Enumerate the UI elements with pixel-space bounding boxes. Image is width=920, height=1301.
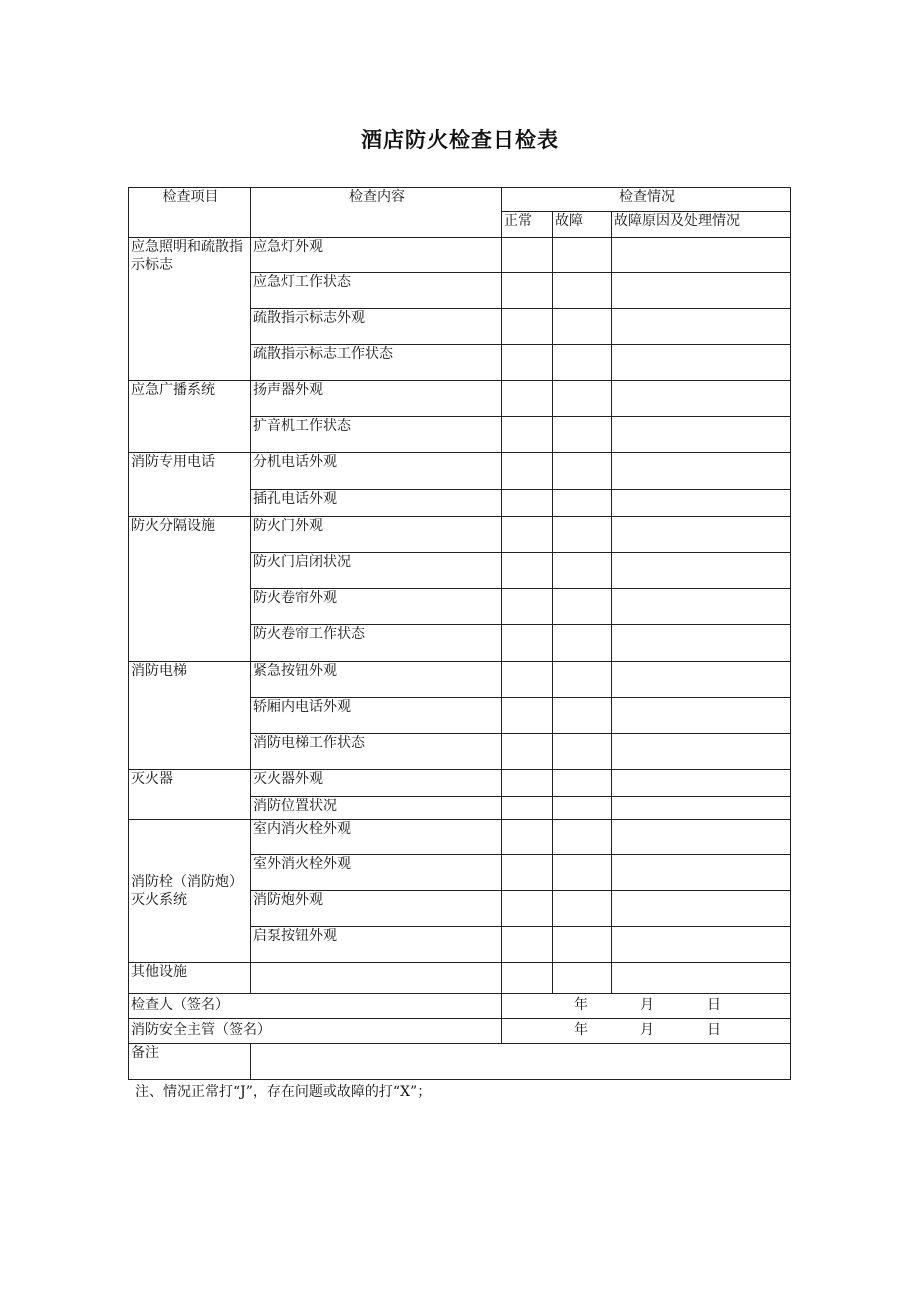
category-cell: 消防专用电话	[129, 453, 251, 517]
reason-cell[interactable]	[612, 770, 791, 797]
normal-cell[interactable]	[502, 453, 553, 490]
check-item-cell	[251, 963, 502, 994]
inspector-date-cell[interactable]	[502, 994, 791, 1019]
inspection-table-body	[129, 188, 791, 1080]
reason-cell[interactable]	[612, 273, 791, 309]
supervisor-signature-label: 消防安全主管（签名）	[129, 1019, 502, 1044]
reason-cell[interactable]	[612, 553, 791, 589]
table-row	[129, 770, 791, 797]
fault-cell[interactable]	[553, 797, 612, 820]
table-row	[129, 963, 791, 994]
page-title: 酒店防火检查日检表	[361, 128, 559, 152]
check-item-cell: 轿厢内电话外观	[251, 698, 502, 734]
fault-cell[interactable]	[553, 963, 612, 994]
normal-cell[interactable]	[502, 417, 553, 453]
reason-cell[interactable]	[612, 453, 791, 490]
inspector-date-day: 日	[707, 997, 721, 1013]
check-item-cell: 防火门启闭状况	[251, 553, 502, 589]
normal-cell[interactable]	[502, 963, 553, 994]
normal-cell[interactable]	[502, 381, 553, 417]
fault-cell[interactable]	[553, 698, 612, 734]
reason-cell[interactable]	[612, 381, 791, 417]
check-item-cell: 紧急按钮外观	[251, 662, 502, 698]
table-row	[129, 517, 791, 553]
check-item-cell: 启泵按钮外观	[251, 927, 502, 963]
reason-cell[interactable]	[612, 625, 791, 662]
normal-cell[interactable]	[502, 797, 553, 820]
remarks-field[interactable]	[251, 1044, 791, 1080]
supervisor-date-cell[interactable]	[502, 1019, 791, 1044]
header-item: 检查项目	[129, 188, 251, 238]
reason-cell[interactable]	[612, 589, 791, 625]
normal-cell[interactable]	[502, 589, 553, 625]
reason-cell[interactable]	[612, 963, 791, 994]
header-row-1	[129, 188, 791, 212]
remarks-label: 备注	[129, 1044, 251, 1080]
reason-cell[interactable]	[612, 490, 791, 517]
normal-cell[interactable]	[502, 273, 553, 309]
category-cell: 应急照明和疏散指示标志	[129, 238, 251, 381]
inspector-signature-label: 检查人（签名）	[129, 994, 502, 1019]
check-item-cell: 灭火器外观	[251, 770, 502, 797]
header-content: 检查内容	[251, 188, 502, 238]
fault-cell[interactable]	[553, 309, 612, 345]
normal-cell[interactable]	[502, 820, 553, 855]
check-item-cell: 疏散指示标志工作状态	[251, 345, 502, 381]
normal-cell[interactable]	[502, 490, 553, 517]
fault-cell[interactable]	[553, 891, 612, 927]
check-item-cell: 消防炮外观	[251, 891, 502, 927]
fault-cell[interactable]	[553, 553, 612, 589]
supervisor-date-day: 日	[707, 1022, 721, 1038]
fault-cell[interactable]	[553, 453, 612, 490]
category-cell: 应急广播系统	[129, 381, 251, 453]
category-cell: 消防电梯	[129, 662, 251, 770]
remarks-row	[129, 1044, 791, 1080]
supervisor-row	[129, 1019, 791, 1044]
table-row	[129, 238, 791, 273]
normal-cell[interactable]	[502, 927, 553, 963]
inspection-table	[128, 187, 791, 1080]
header-fault: 故障	[553, 212, 612, 238]
category-cell: 其他设施	[129, 963, 251, 994]
normal-cell[interactable]	[502, 345, 553, 381]
check-item-cell: 防火卷帘工作状态	[251, 625, 502, 662]
header-status: 检查情况	[502, 188, 791, 212]
check-item-cell: 分机电话外观	[251, 453, 502, 490]
fault-cell[interactable]	[553, 589, 612, 625]
check-item-cell: 室外消火栓外观	[251, 855, 502, 891]
check-item-cell: 扩音机工作状态	[251, 417, 502, 453]
fault-cell[interactable]	[553, 927, 612, 963]
check-item-cell: 应急灯工作状态	[251, 273, 502, 309]
normal-cell[interactable]	[502, 517, 553, 553]
reason-cell[interactable]	[612, 662, 791, 698]
check-item-cell: 消防电梯工作状态	[251, 734, 502, 770]
normal-cell[interactable]	[502, 855, 553, 891]
normal-cell[interactable]	[502, 891, 553, 927]
table-row	[129, 381, 791, 417]
fault-cell[interactable]	[553, 734, 612, 770]
reason-cell[interactable]	[612, 927, 791, 963]
supervisor-date-year: 年	[574, 1022, 588, 1038]
inspector-date-month: 月	[640, 997, 654, 1013]
reason-cell[interactable]	[612, 891, 791, 927]
fault-cell[interactable]	[553, 662, 612, 698]
category-cell: 灭火器	[129, 770, 251, 820]
category-cell: 防火分隔设施	[129, 517, 251, 662]
check-item-cell: 疏散指示标志外观	[251, 309, 502, 345]
fault-cell[interactable]	[553, 238, 612, 273]
check-item-cell: 防火卷帘外观	[251, 589, 502, 625]
fault-cell[interactable]	[553, 770, 612, 797]
fault-cell[interactable]	[553, 855, 612, 891]
fault-cell[interactable]	[553, 417, 612, 453]
reason-cell[interactable]	[612, 734, 791, 770]
reason-cell[interactable]	[612, 309, 791, 345]
header-normal: 正常	[502, 212, 553, 238]
normal-cell[interactable]	[502, 698, 553, 734]
fault-cell[interactable]	[553, 625, 612, 662]
supervisor-date-month: 月	[640, 1022, 654, 1038]
table-row	[129, 453, 791, 490]
reason-cell[interactable]	[612, 345, 791, 381]
fault-cell[interactable]	[553, 345, 612, 381]
normal-cell[interactable]	[502, 309, 553, 345]
normal-cell[interactable]	[502, 238, 553, 273]
check-item-cell: 插孔电话外观	[251, 490, 502, 517]
reason-cell[interactable]	[612, 517, 791, 553]
reason-cell[interactable]	[612, 820, 791, 855]
header-reason: 故障原因及处理情况	[612, 212, 791, 238]
normal-cell[interactable]	[502, 662, 553, 698]
inspector-row	[129, 994, 791, 1019]
table-row	[129, 820, 791, 855]
reason-cell[interactable]	[612, 417, 791, 453]
normal-cell[interactable]	[502, 734, 553, 770]
table-row	[129, 662, 791, 698]
check-item-cell: 应急灯外观	[251, 238, 502, 273]
check-item-cell: 扬声器外观	[251, 381, 502, 417]
check-item-cell: 防火门外观	[251, 517, 502, 553]
reason-cell[interactable]	[612, 238, 791, 273]
footnote: 注、情况正常打“J”，存在问题或故障的打“X”；	[135, 1084, 432, 1100]
reason-cell[interactable]	[612, 855, 791, 891]
fault-cell[interactable]	[553, 273, 612, 309]
fault-cell[interactable]	[553, 381, 612, 417]
normal-cell[interactable]	[502, 625, 553, 662]
check-item-cell: 消防位置状况	[251, 797, 502, 820]
reason-cell[interactable]	[612, 797, 791, 820]
reason-cell[interactable]	[612, 698, 791, 734]
check-item-cell: 室内消火栓外观	[251, 820, 502, 855]
inspector-date-year: 年	[574, 997, 588, 1013]
category-cell: 消防栓（消防炮）灭火系统	[129, 820, 251, 963]
fault-cell[interactable]	[553, 490, 612, 517]
fault-cell[interactable]	[553, 517, 612, 553]
normal-cell[interactable]	[502, 770, 553, 797]
fault-cell[interactable]	[553, 820, 612, 855]
normal-cell[interactable]	[502, 553, 553, 589]
